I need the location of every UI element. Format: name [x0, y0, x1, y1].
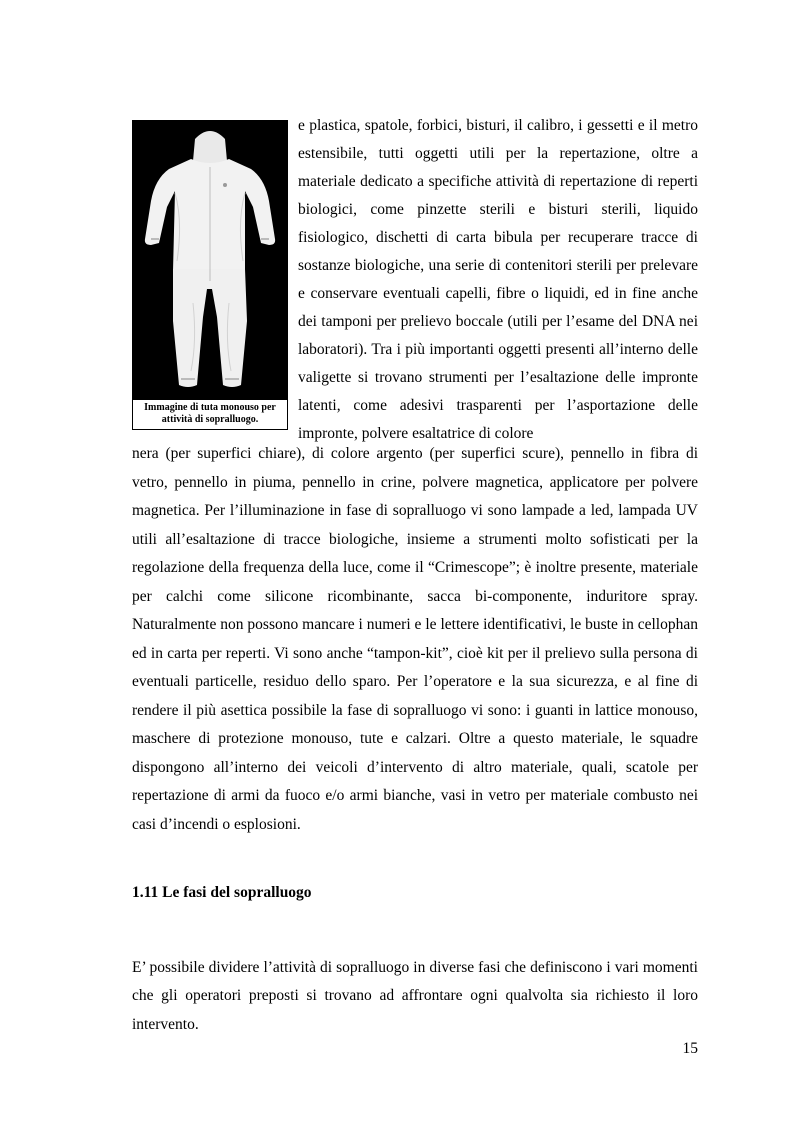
wrapped-paragraph: e plastica, spatole, forbici, bisturi, il calibro, i gessetti e il metro estensibile, tutti oggetti utili per la repertazione, oltre a materiale dedicato a specifiche attività di repertazione di reperti biologici, come pinzette sterili e bisturi sterili, liquido fisiologico, dischetti di carta bibula per recuperare tracce di sostanze biologiche, una serie di contenitori sterili per prelevare e conservare eventuali capelli, fibre o liquidi, ed in fine anche dei tamponi per prelievo boccale (utili per l’esame del DNA nei laboratori). Tra i più importanti oggetti presenti all’interno delle valigette si trovano strumenti per l’esaltazione delle impronte latenti, come adesivi trasparenti per l’asportazione delle impronte, polvere esaltatrice di colore	[298, 117, 698, 442]
coverall-illustration	[133, 121, 287, 399]
continued-paragraph-block	[132, 440, 698, 839]
section-heading: 1.11 Le fasi del sopralluogo	[132, 884, 312, 901]
figure-caption: Immagine di tuta monouso per attività di sopralluogo.	[132, 400, 288, 430]
section-paragraph: E’ possibile dividere l’attività di sopralluogo in diverse fasi che definiscono i vari momenti che gli operatori preposti si trovano ad affrontare ogni qualvolta sia richiesto il loro intervento.	[132, 958, 698, 1033]
wrapped-paragraph-block	[298, 112, 698, 448]
coverall-photo	[132, 120, 288, 400]
page-number: 15	[682, 1040, 698, 1057]
section-paragraph-block	[132, 938, 698, 1055]
continued-paragraph: nera (per superfici chiare), di colore argento (per superfici scure), pennello in fibra di vetro, pennello in piuma, pennello in crine, polvere magnetica, applicatore per polvere magnetica. Per l’illuminazione in fase di sopralluogo vi sono lampade a led, lampada UV utili all’esaltazione di tracce biologiche, insieme a strumenti molto sofisticati per la regolazione della frequenza della luce, come il “Crimescope”; è inoltre presente, materiale per calchi come silicone ricombinante, sacca bi-componente, induritore spray. Naturalmente non possono mancare i numeri e le lettere identificativi, le buste in cellophan ed in carta per reperti. Vi sono anche “tampon-kit”, cioè kit per il prelievo sulla persona di eventuali particelle, residuo dello sparo. Per l’operatore e la sua sicurezza, e al fine di rendere il più asettica possibile la fase di sopralluogo vi sono: i guanti in lattice monouso, maschere di protezione monouso, tute e calzari. Oltre a questo materiale, le squadre dispongono all’interno dei veicoli d’intervento di altro materiale, quali, scatole per repertazione di armi da fuoco e/o armi bianche, vasi in vetro per materiale combusto nei casi d’incendi o esplosioni.	[132, 445, 698, 833]
figure	[132, 120, 288, 430]
